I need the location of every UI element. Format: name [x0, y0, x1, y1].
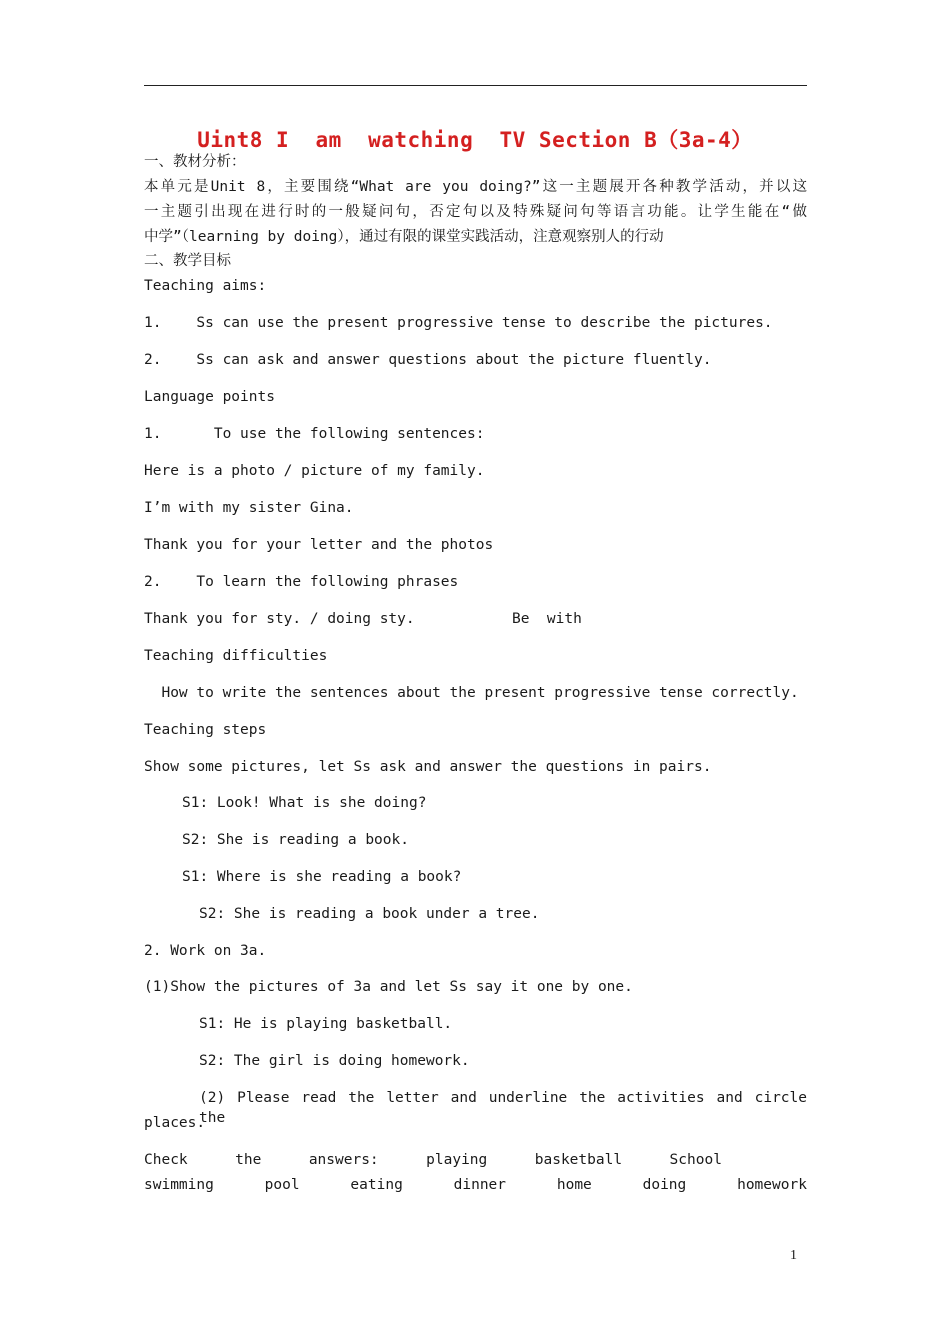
steps-intro: Show some pictures, let Ss ask and answer the questions in pairs.: [144, 759, 712, 775]
check-word: basketball: [534, 1152, 623, 1168]
language-point-2: 2. To learn the following phrases: [144, 574, 459, 590]
teaching-aims-heading: Teaching aims:: [144, 278, 267, 294]
analysis-line-1: 本单元是Unit 8，主要围绕“What are you doing?”这一主题展开各种教学活动，并以这: [144, 179, 807, 195]
language-points-heading: Language points: [144, 389, 275, 405]
step-1-sentence-2: S2: The girl is doing homework.: [199, 1053, 470, 1069]
step-1-sentence-1: S1: He is playing basketball.: [199, 1016, 453, 1032]
teaching-difficulties-text: How to write the sentences about the present progressive tense correctly.: [144, 685, 799, 701]
analysis-heading: 一、教材分析：: [144, 154, 246, 170]
step-2-line-2: places.: [144, 1115, 206, 1131]
phrase-1: Thank you for sty. / doing sty.: [144, 611, 415, 627]
analysis-line-2: 一主题引出现在进行时的一般疑问句，否定句以及特殊疑问句等语言功能。让学生能在“做: [144, 204, 807, 220]
check-answers-row-1: [144, 1150, 722, 1170]
dialog-line-1: S1: Look! What is she doing?: [182, 795, 427, 811]
sentence-3: Thank you for your letter and the photos: [144, 537, 494, 553]
check-word: swimming: [144, 1177, 214, 1193]
check-word: playing: [426, 1152, 488, 1168]
teaching-difficulties-heading: Teaching difficulties: [144, 648, 328, 664]
teaching-aim-1: 1. Ss can use the present progressive tense to describe the pictures.: [144, 315, 773, 331]
step-2-line-1: (2) Please read the letter and underline the activities and circle the: [199, 1090, 807, 1126]
header-rule: [144, 85, 807, 86]
check-word: pool: [264, 1177, 300, 1193]
document-title: Uint8 I am watching TV Section B（3a-4）: [197, 128, 753, 152]
check-word: Check: [144, 1152, 188, 1168]
language-point-1: 1. To use the following sentences:: [144, 426, 485, 442]
check-word: dinner: [453, 1177, 507, 1193]
dialog-line-2: S2: She is reading a book.: [182, 832, 409, 848]
check-word: answers:: [308, 1152, 379, 1168]
check-answers-row-2: [144, 1175, 807, 1195]
check-word: School: [669, 1152, 722, 1168]
teaching-steps-heading: Teaching steps: [144, 722, 267, 738]
goals-heading: 二、教学目标: [144, 253, 231, 269]
dialog-line-4: S2: She is reading a book under a tree.: [199, 906, 540, 922]
check-word: home: [556, 1177, 592, 1193]
dialog-line-3: S1: Where is she reading a book?: [182, 869, 462, 885]
sentence-2: I’m with my sister Gina.: [144, 500, 354, 516]
check-word: eating: [350, 1177, 403, 1193]
teaching-aim-2: 2. Ss can ask and answer questions about the picture fluently.: [144, 352, 712, 368]
analysis-line-3: 中学”（learning by doing），通过有限的课堂实践活动，注意观察别人的行动: [144, 229, 664, 245]
phrase-2: Be with: [512, 611, 582, 627]
step-1: (1)Show the pictures of 3a and let Ss say it one by one.: [144, 979, 633, 995]
check-word: the: [235, 1152, 262, 1168]
sentence-1: Here is a photo / picture of my family.: [144, 463, 485, 479]
page-number: 1: [790, 1248, 797, 1263]
check-word: homework: [737, 1177, 807, 1193]
check-word: doing: [642, 1177, 687, 1193]
work-heading: 2. Work on 3a.: [144, 943, 267, 959]
